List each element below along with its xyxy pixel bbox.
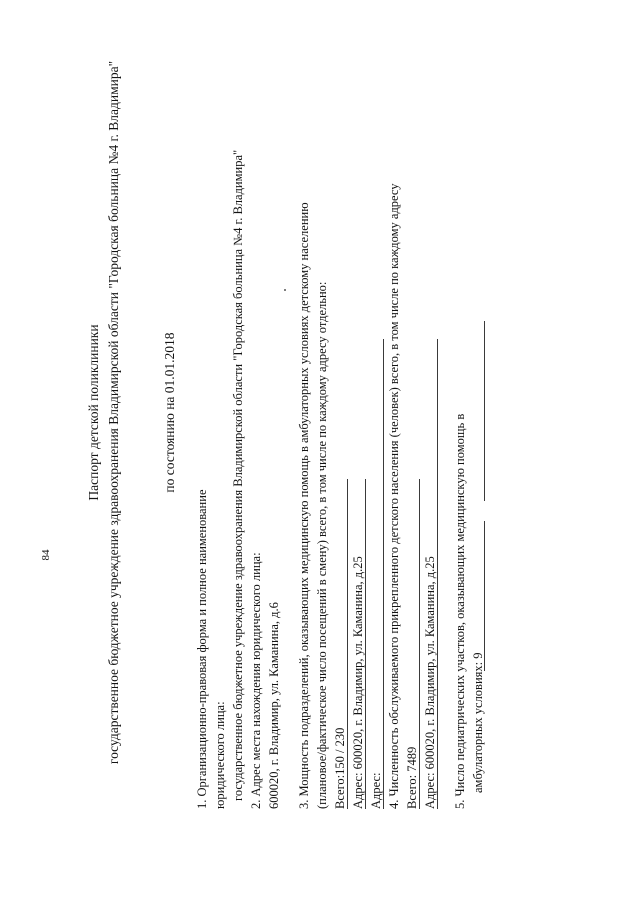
legal-entity-name: государственное бюджетное учреждение здравоохранения Владимирской области "Городская больница №4 г. Владимира" <box>231 149 245 801</box>
underline-rule <box>484 521 485 671</box>
section-1-heading: 1. Организационно-правовая форма и полное наименование <box>195 489 209 809</box>
section-3-heading-cont: (плановое/фактическое число посещений в смену) всего, в том числе по каждому адресу отдельно: <box>315 281 329 809</box>
section-3-heading: 3. Мощность подразделений, оказывающих медицинскую помощь в амбулаторных условиях детскому населению <box>297 202 311 809</box>
underline-rule <box>365 479 366 809</box>
document-title: Паспорт детской поликлиники <box>86 324 101 501</box>
section-3-address-1: Адрес: 600020, г. Владимир, ул. Каманина, д.25 <box>351 556 365 809</box>
underline-rule <box>383 339 384 809</box>
underline-rule <box>419 479 420 809</box>
section-1-heading-cont: юридического лица: <box>213 701 227 809</box>
underline-rule <box>484 321 485 501</box>
section-2-heading: 2. Адрес места нахождения юридического лица: <box>249 552 263 809</box>
section-4-heading: 4. Численность обслуживаемого прикрепленного детского населения (человек) всего, в том числе по каждому адресу <box>387 183 401 809</box>
page-number: 84 <box>40 549 52 561</box>
section-4-total: Всего: 7489 <box>405 746 419 809</box>
section-4-address: Адрес: 600020, г. Владимир, ул. Каманина, д.25 <box>423 556 437 809</box>
scan-speck <box>284 289 286 291</box>
section-5-heading: 5. Число педиатрических участков, оказывающих медицинскую помощь в <box>453 413 467 809</box>
institution-name: государственное бюджетное учреждение здравоохранения Владимирской области "Городская больница №4 г. Владимира" <box>106 60 121 765</box>
section-3-address-2: Адрес: <box>369 772 383 809</box>
as-of-date: по состоянию на 01.01.2018 <box>162 332 177 493</box>
underline-rule <box>347 479 348 809</box>
legal-address: 600020, г. Владимир, ул. Каманина, д.6 <box>267 602 281 809</box>
section-3-total: Всего:150 / 230 <box>333 727 347 809</box>
section-5-value: амбулаторных условиях: 9 <box>471 652 485 793</box>
underline-rule <box>437 339 438 809</box>
